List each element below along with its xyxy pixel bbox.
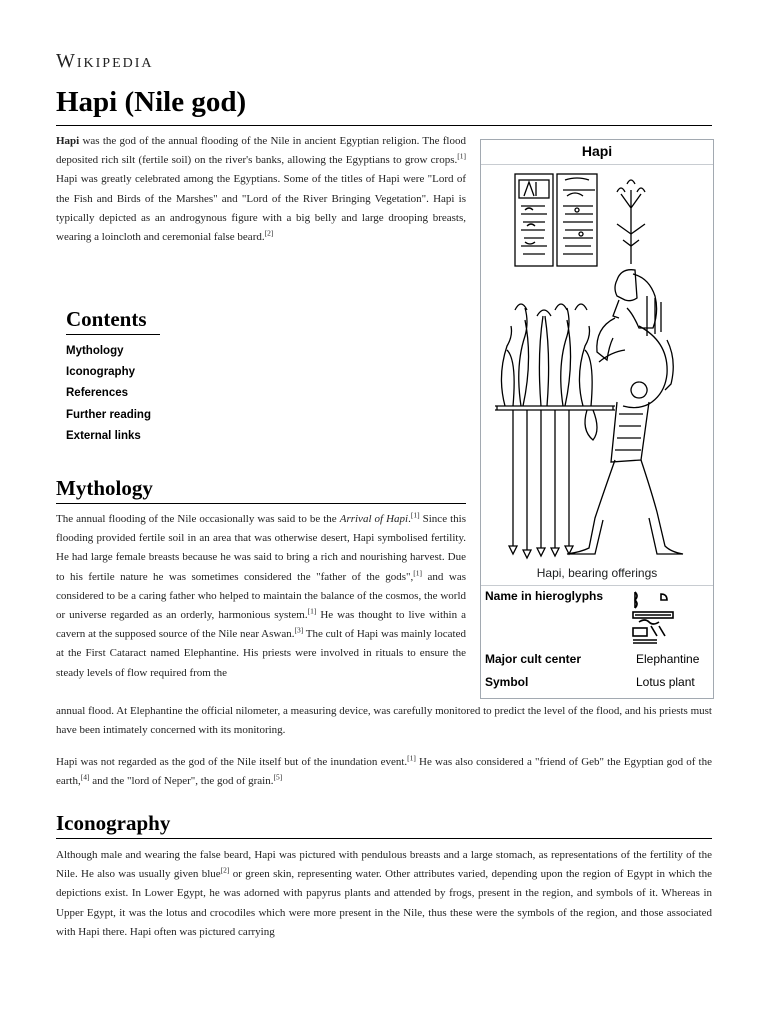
intro-text: was the god of the annual flooding of the Nile in ancient Egyptian religion. The flood deposited rich silt (fertile soil) on the river's banks, allowing the Egyptians to grow crops.: [56, 135, 466, 167]
text: and the "lord of Neper", the god of grain.: [89, 775, 274, 788]
toc-item-mythology[interactable]: Mythology: [66, 345, 124, 357]
citation-link[interactable]: [1]: [307, 606, 317, 616]
citation-link[interactable]: [1]: [410, 510, 420, 520]
citation-link[interactable]: [1]: [407, 753, 416, 763]
toc-item-further-reading[interactable]: Further reading: [66, 408, 151, 421]
infobox-title: Hapi: [581, 143, 613, 159]
iconography-heading: Iconography: [56, 811, 171, 835]
mythology-paragraph-cont: annual flood. At Elephantine the official nilometer, a measuring device, was carefully monitored to predict the level of the flood, and his priests must have been intimately concerned with its monitoring.: [56, 705, 712, 737]
infobox-row-hieroglyphs: [485, 589, 603, 603]
iconography-paragraph: [56, 846, 712, 942]
citation-link[interactable]: [2]: [220, 865, 230, 875]
infobox: [480, 139, 714, 699]
citation-link[interactable]: [2]: [264, 228, 274, 238]
infobox-divider: [481, 585, 713, 586]
infobox-row-cult-center: [485, 652, 709, 666]
infobox-divider: [481, 164, 713, 165]
intro-paragraph: [56, 132, 466, 247]
hieroglyphs-icon: [629, 590, 689, 646]
italic-term: Arrival of Hapi: [339, 513, 409, 525]
text: The cult of Hapi was mainly located at the First Cataract named Elephantine. His priests were involved in rituals to ensure the steady levels of flow required from the: [56, 628, 466, 679]
contents-heading: Contents: [66, 307, 160, 335]
page-title: Hapi (Nile god): [56, 86, 247, 118]
citation-link[interactable]: [4]: [80, 772, 90, 782]
toc-item-iconography[interactable]: Iconography: [66, 366, 136, 379]
toc-item-external-links[interactable]: External links: [66, 429, 141, 442]
infobox-label: Major cult center: [485, 652, 582, 666]
infobox-value[interactable]: Lotus plant: [636, 675, 695, 689]
text: Although male and wearing the false beard, Hapi was pictured with pendulous breasts and a large stomach, as representations of the fertility of the Nile. He also was usually given blue: [56, 849, 712, 881]
infobox-label: Symbol: [485, 675, 529, 689]
table-of-contents: [66, 307, 160, 447]
text: Hapi was not regarded as the god of the Nile itself but of the inundation event.: [56, 756, 408, 768]
title-divider: [56, 125, 712, 126]
citation-link[interactable]: [5]: [273, 772, 283, 782]
mythology-paragraph: [56, 510, 466, 683]
iconography-divider: [56, 838, 712, 839]
toc-item-references[interactable]: References: [66, 387, 129, 400]
text: and was considered to be a caring father who helped to maintain the balance of the cosmos, the world or universe regarded as an orderly, harmonious system.: [56, 570, 466, 622]
citation-link[interactable]: [1]: [413, 567, 423, 577]
text: or green skin, representing water. Other attributes varied, depending upon the region of Egypt in which the depictions exist. In Lower Egypt, he was adorned with papyrus plants and attended by frogs, present in the region, and symbols of it. Whereas in Upper Egypt, it was the lotus and crocodiles which were more present in the Nile, thus these were the symbols of the region, and those associated with Hapi there. Hapi often was pictured carrying: [56, 868, 712, 938]
text: .: [408, 513, 411, 525]
bold-term: Hapi: [56, 135, 80, 147]
mythology-divider: [56, 503, 466, 504]
wikipedia-logo[interactable]: Wikipedia: [56, 50, 154, 72]
citation-link[interactable]: [1]: [457, 151, 466, 161]
intro-text: Hapi was greatly celebrated among the Egyptians. Some of the titles of Hapi were "Lord of the Fish and Birds of the Marshes" and "Lord of the River Bringing Vegetation". Hapi is typically depicted as an androgynous figure with a big belly and large drooping breasts, wearing a loincloth and ceremonial false beard.: [56, 173, 466, 244]
text: The annual flooding of the Nile occasionally was said to be the: [56, 513, 340, 525]
infobox-value[interactable]: Elephantine: [636, 652, 700, 666]
infobox-caption: Hapi, bearing offerings: [536, 566, 658, 580]
text: He was thought to live within a cavern at the supposed source of the Nile near Aswan.: [56, 609, 466, 641]
infobox-row-symbol: [485, 675, 709, 689]
mythology-paragraph-2: [56, 753, 712, 791]
text: He was also considered a "friend of Geb" the Egyptian god of the earth,: [56, 756, 712, 788]
hapi-illustration[interactable]: [491, 170, 703, 565]
infobox-label: Name in hieroglyphs: [485, 589, 604, 603]
citation-link[interactable]: [3]: [294, 625, 304, 635]
mythology-heading: Mythology: [56, 476, 153, 500]
text: Since this flooding provided fertile soil in an area that was otherwise desert, Hapi symbolised fertility. He had large female breasts because he was said to bring a rich and nourishing harvest. Due to his fertile nature he was sometimes considered the "father of the gods",: [56, 513, 466, 583]
